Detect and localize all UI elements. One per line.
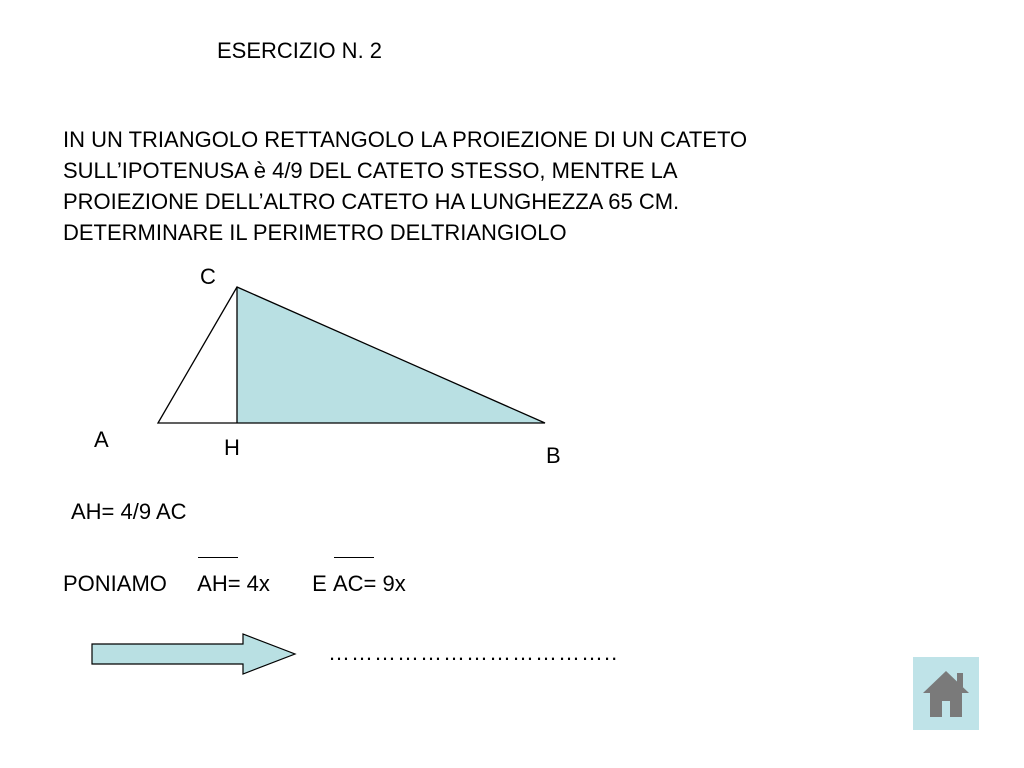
problem-line: PROIEZIONE DELL’ALTRO CATETO HA LUNGHEZZA 65 CM. <box>63 189 680 214</box>
segment-ah: AH <box>197 571 228 596</box>
vertex-label-h: H <box>224 435 240 460</box>
right-arrow-icon[interactable] <box>90 632 300 676</box>
answer-placeholder: ……………………………….. <box>328 640 619 665</box>
segment-ac: AC <box>332 571 364 596</box>
vertex-label-b: B <box>546 443 561 468</box>
slide-title: ESERCIZIO N. 2 <box>217 38 383 63</box>
problem-line: SULL’IPOTENUSA è 4/9 DEL CATETO STESSO, MENTRE LA <box>63 158 678 183</box>
problem-line: IN UN TRIANGOLO RETTANGOLO LA PROIEZIONE DI UN CATETO <box>63 127 748 152</box>
home-button[interactable] <box>913 657 979 730</box>
assumption-expr-ah: = 4x <box>227 571 270 596</box>
assumption-row <box>63 571 406 597</box>
vertex-label-c: C <box>200 264 216 289</box>
assumption-conj: E <box>312 571 327 596</box>
vertex-label-a: A <box>94 427 109 452</box>
home-icon <box>920 667 972 719</box>
assumption-word: PONIAMO <box>63 571 167 596</box>
assumption-expr-ac: = 9x <box>363 571 406 596</box>
given-relation: AH= 4/9 AC <box>71 499 187 524</box>
problem-line: DETERMINARE IL PERIMETRO DELTRIANGIOLO <box>63 220 567 245</box>
